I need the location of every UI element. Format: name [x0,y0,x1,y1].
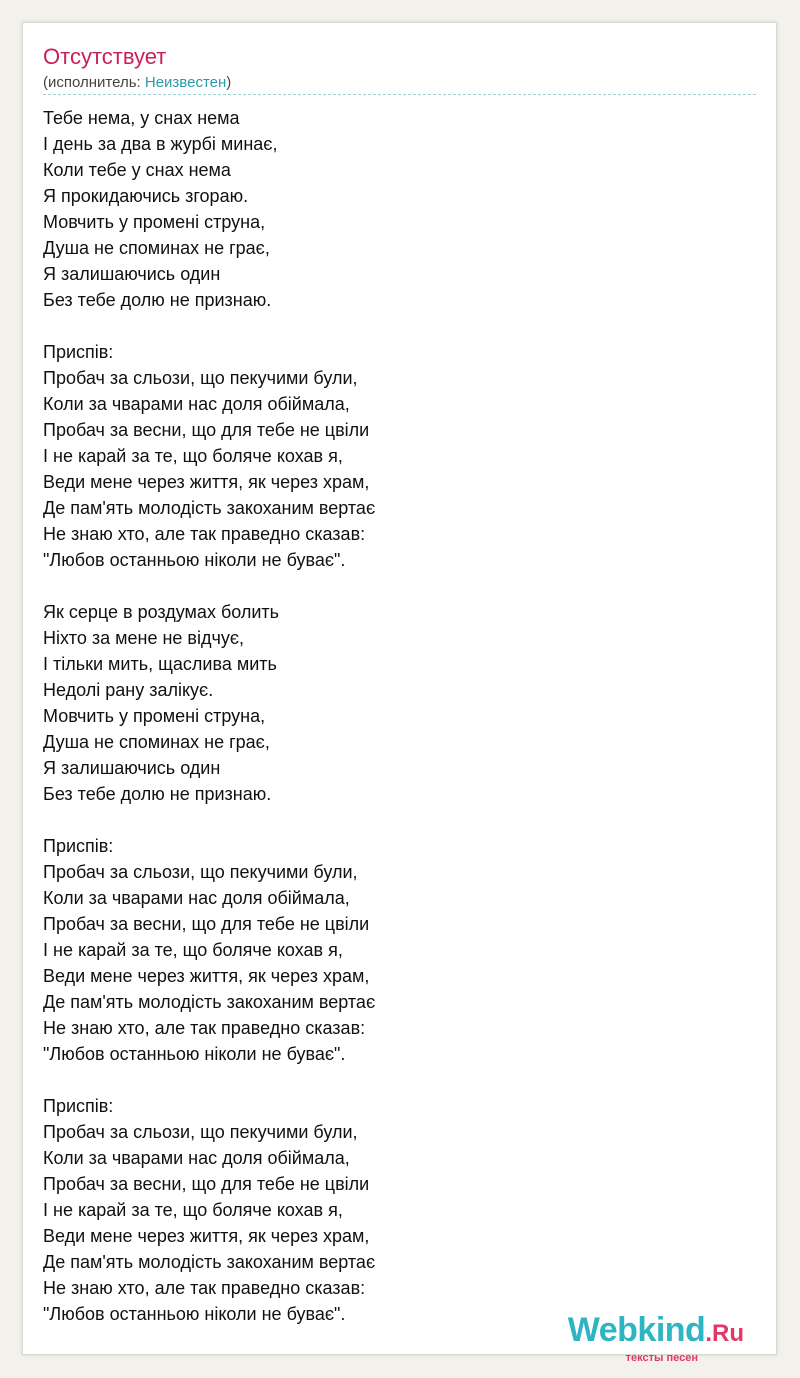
lyric-line: Душа не споминах не грає, [43,732,270,752]
lyric-line: Веди мене через життя, як через храм, [43,1226,370,1246]
lyrics-stanza [43,339,758,573]
lyrics-card [22,22,777,1364]
lyric-line: Як серце в роздумах болить [43,602,280,622]
lyric-line: І тільки мить, щаслива мить [43,654,277,674]
lyric-line: "Любов останньою ніколи не буває". [43,550,346,570]
lyric-line: Не знаю хто, але так праведно сказав: [43,524,366,544]
lyric-line: Коли за чварами нас доля обіймала, [43,888,350,908]
logo-wordmark [568,1313,744,1354]
lyric-line: Коли тебе у снах нема [43,160,231,180]
logo-tld: .Ru [705,1320,744,1347]
lyric-line: "Любов останньою ніколи не буває". [43,1044,346,1064]
lyric-line: Де пам'ять молодість закоханим вертає [43,1252,376,1272]
lyrics-stanza [43,105,758,313]
lyric-line: Приспів: [43,1096,114,1116]
lyric-line: Пробач за сльози, що пекучими були, [43,862,358,882]
lyric-line: Пробач за сльози, що пекучими були, [43,1122,358,1142]
lyric-line: Де пам'ять молодість закоханим вертає [43,498,376,518]
lyric-line: Мовчить у промені струна, [43,212,266,232]
lyric-line: Не знаю хто, але так праведно сказав: [43,1018,366,1038]
site-logo[interactable] [568,1313,744,1364]
lyric-line: Приспів: [43,836,114,856]
song-title: Отсутствует [43,44,167,69]
lyric-line: Коли за чварами нас доля обіймала, [43,1148,350,1168]
title-divider [43,94,756,95]
lyrics-stanza [43,1093,758,1327]
lyric-line: Душа не споминах не грає, [43,238,270,258]
lyric-line: Веди мене через життя, як через храм, [43,966,370,986]
lyric-line: І не карай за те, що боляче кохав я, [43,446,343,466]
artist-line [43,74,231,92]
artist-prefix: (исполнитель: [43,74,145,91]
lyric-line: Веди мене через життя, як через храм, [43,472,370,492]
lyric-line: Коли за чварами нас доля обіймала, [43,394,350,414]
lyric-line: Тебе нема, у снах нема [43,108,240,128]
lyric-line: Пробач за весни, що для тебе не цвіли [43,420,370,440]
lyric-line: Пробач за весни, що для тебе не цвіли [43,1174,370,1194]
lyric-line: Пробач за сльози, що пекучими були, [43,368,358,388]
lyric-line: Без тебе долю не признаю. [43,784,272,804]
logo-tagline: тексты песен [625,1352,698,1364]
lyric-line: Я прокидаючись згораю. [43,186,249,206]
lyric-line: "Любов останньою ніколи не буває". [43,1304,346,1324]
lyrics-stanza [43,833,758,1067]
lyric-line: Не знаю хто, але так праведно сказав: [43,1278,366,1298]
lyric-line: Я залишаючись один [43,264,221,284]
logo-brand: Webkind [567,1311,706,1349]
lyric-line: І не карай за те, що боляче кохав я, [43,1200,343,1220]
lyric-line: І не карай за те, що боляче кохав я, [43,940,343,960]
artist-link[interactable]: Неизвестен [144,74,227,91]
lyric-line: Ніхто за мене не відчує, [43,628,245,648]
lyric-line: Недолі рану залікує. [43,680,214,700]
lyric-line: Мовчить у промені струна, [43,706,266,726]
lyric-line: Приспів: [43,342,114,362]
lyric-line: Без тебе долю не признаю. [43,290,272,310]
lyric-line: Я залишаючись один [43,758,221,778]
lyrics-body [43,105,758,1353]
lyric-line: Де пам'ять молодість закоханим вертає [43,992,376,1012]
lyrics-stanza [43,599,758,807]
lyric-line: І день за два в журбі минає, [43,134,278,154]
artist-suffix: ) [226,74,232,91]
lyric-line: Пробач за весни, що для тебе не цвіли [43,914,370,934]
